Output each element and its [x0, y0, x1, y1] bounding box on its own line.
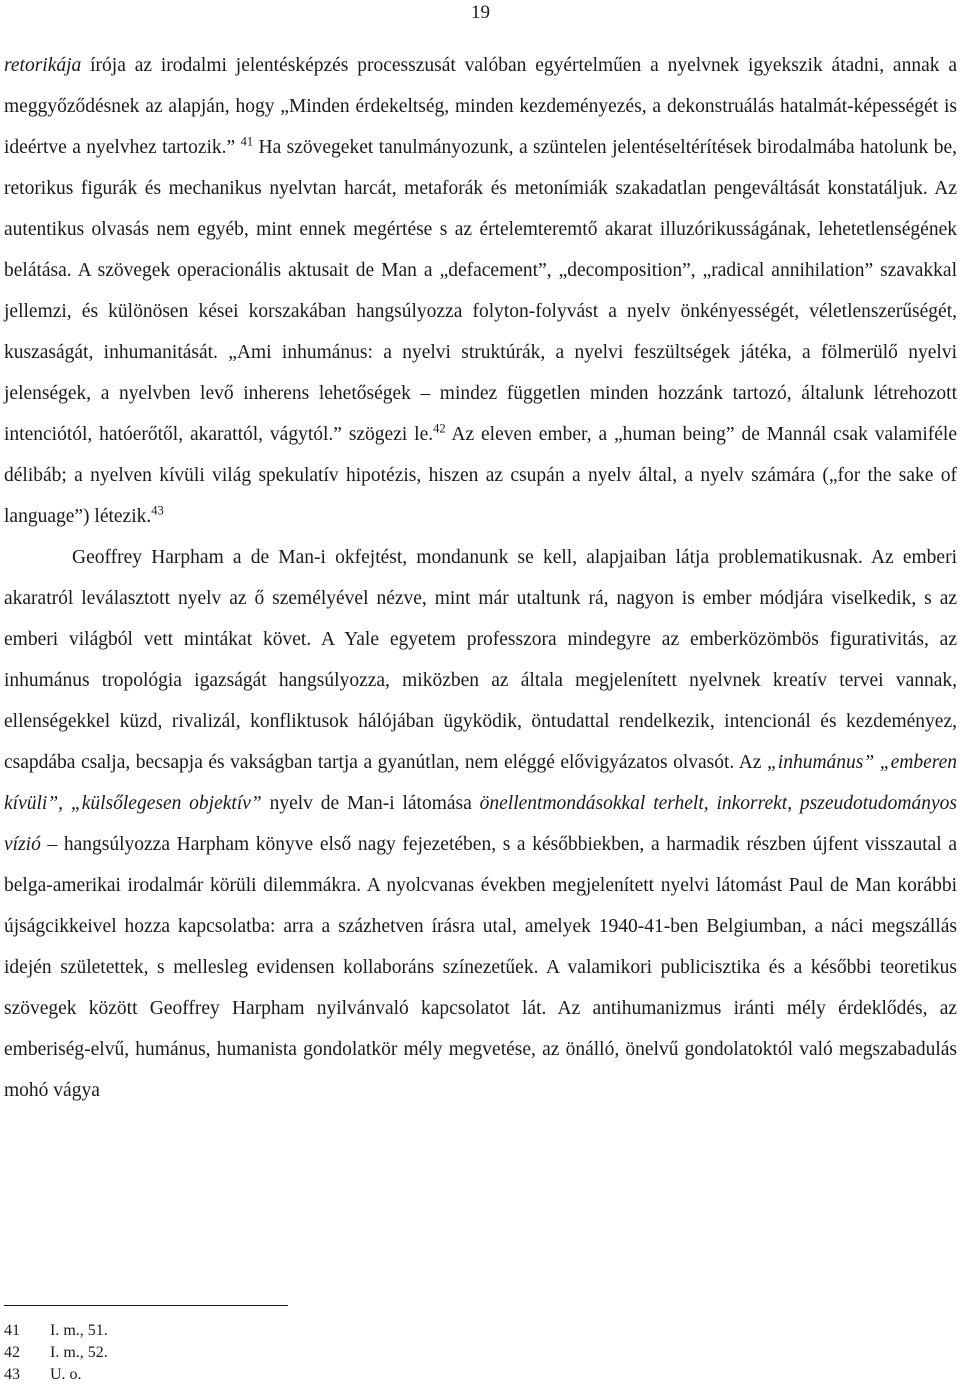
- emphasized-text: „inhumánus” „emberen kívüli”, „külsőlegesen objektív”: [4, 752, 957, 814]
- footnote-number: 42: [4, 1344, 20, 1361]
- text-run: írója az irodalmi jelentésképzés processzusát valóban egyértelműen a nyelvnek igyekszik átadni, annak a meggyőződésnek az alapján, hogy „Minden érdekeltség, minden kezdeményezés, a dekonstruálás hatalmát-képességét is ideértve a nyelvhez tartozik.”: [4, 55, 957, 158]
- text-run: nyelv de Man-i látomása: [261, 793, 480, 814]
- paragraph: [4, 537, 957, 1111]
- body-text: [4, 45, 957, 1111]
- text-run: Az eleven ember, a „human being” de Mannál csak valamiféle délibáb; a nyelven kívüli világ spekulatív hipotézis, hiszen az csupán a nyelv által, a nyelv számára („for the sake of language”) létezik.: [4, 424, 957, 527]
- footnote-reference: 43: [151, 503, 164, 518]
- footnote-text: I. m., 51.: [50, 1322, 108, 1339]
- footnote: [4, 1342, 108, 1364]
- paragraph: [4, 45, 957, 537]
- footnote-text: U. o.: [50, 1366, 82, 1383]
- footnotes: [4, 1320, 108, 1386]
- footnote-reference: 41: [240, 134, 254, 149]
- text-run: Ha szövegeket tanulmányozunk, a szüntelen jelentéseltérítések birodalmába hatolunk be, retorikus figurák és mechanikus nyelvtan harcát, metaforák és metonímiák szakadatlan pengeváltását konstatáljuk. Az autentikus olvasás nem egyéb, mint ennek megértése s az értelemteremtő akarat illuzórikusságának, lehetetlenségének belátása. A szövegek operacionális aktusait de Man a „defacement”, „decomposition”, „radical annihilation” szavakkal jellemzi, és különösen kései korszakában hangsúlyozza folyton-folyvást a nyelv önkényességét, véletlenszerűségét, kuszaságát, inhumanitását. „Ami inhumánus: a nyelvi struktúrák, a nyelvi feszültségek játéka, a fölmerülő nyelvi jelenségek, a nyelvben levő inherens lehetőségek – mindez független minden hozzánk tartozó, általunk létrehozott intenciótól, hatóerőtől, akarattól, vágytól.” szögezi le.: [4, 137, 958, 445]
- text-run: – hangsúlyozza Harpham könyve első nagy fejezetében, s a későbbiekben, a harmadik részben újfent visszautal a belga-amerikai irodalmár körüli dilemmákra. A nyolcvanas években megjelenített nyelvi látomást Paul de Man korábbi újságcikkeivel hozza kapcsolatba: arra a százhetven írásra utal, amelyek 1940-41-ben Belgiumban, a náci megszállás idején születettek, s mellesleg evidensen kollaboráns színezetűek. A valamikori publicisztika és a későbbi teoretikus szövegek között Geoffrey Harpham nyilvánvaló kapcsolatot lát. Az antihumanizmus iránti mély érdeklődés, az emberiség-elvű, humánus, humanista gondolatkör mély megvetése, az önálló, önelvű gondolatoktól való megszabadulás mohó vágya: [4, 834, 957, 1101]
- footnote: [4, 1320, 108, 1342]
- footnote-number: 41: [4, 1322, 20, 1339]
- footnote-divider: [4, 1305, 288, 1306]
- footnote-number: 43: [4, 1366, 20, 1383]
- emphasized-text: önellentmondásokkal terhelt, inkorrekt, pszeudotudományos vízió: [4, 793, 957, 855]
- page-number: 19: [471, 2, 490, 23]
- text-run: Geoffrey Harpham a de Man-i okfejtést, mondanunk se kell, alapjaiban látja problematikusnak. Az emberi akaratról leválasztott nyelv az ő személyével nézve, mint már utaltunk rá, nagyon is ember módjára viselkedik, s az emberi világból vett mintákat követ. A Yale egyetem professzora mindegyre az emberközömbös figurativitás, az inhumánus tropológia igazságát hangsúlyozza, miközben az általa megjelenített nyelvnek kreatív tervei vannak, ellenségekkel küzd, rivalizál, konfliktusok hálójában ügyködik, öntudattal rendelkezik, intencionál és kezdeményez, csapdába csalja, becsapja és vakságban tartja a gyanútlan, nem eléggé elővigyázatos olvasót. Az: [4, 547, 957, 773]
- emphasized-text: retorikája: [4, 55, 82, 76]
- footnote-text: I. m., 52.: [50, 1344, 108, 1361]
- footnote-reference: 42: [433, 421, 446, 436]
- footnote: [4, 1364, 108, 1386]
